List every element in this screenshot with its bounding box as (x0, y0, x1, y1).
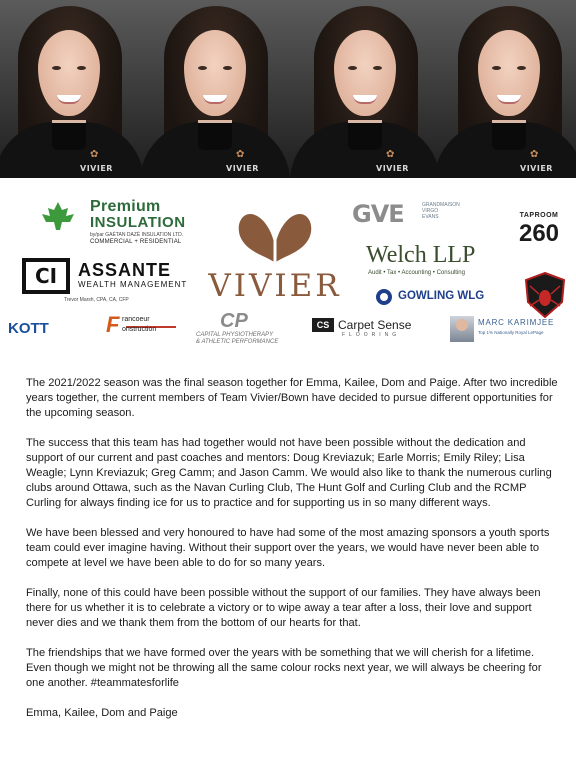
capital-line2: & ATHLETIC PERFORMANCE (196, 339, 279, 345)
francoeur-logo (106, 314, 178, 344)
jacket-text: VIVIER (226, 164, 259, 173)
team-photo (0, 0, 576, 178)
vivier-word: VIVIER (208, 268, 342, 304)
welch-logo (366, 242, 506, 278)
carpet-line2: FLOORING (342, 332, 401, 338)
butterfly-icon (236, 212, 314, 268)
premium-insulation-logo (36, 198, 196, 248)
gowling-line1: GOWLING WLG (398, 290, 485, 302)
vivier-logo (200, 212, 350, 304)
kott-line1: KOTT (8, 320, 49, 337)
player-photo-1: ✿ VIVIER (0, 0, 144, 178)
gve-name: EVANS (422, 214, 439, 220)
capital-line1: CAPITAL PHYSIOTHERAPY (196, 332, 274, 338)
letter-paragraph: The friendships that we have formed over the years with be something that we will cherish for a lifetime. Even though we might not be throwing all the same colour rocks next year, we will always be cheering for one another. #teammatesforlife (26, 647, 542, 689)
player-photo-3: ✿ VIVIER (290, 0, 440, 178)
gve-mark: GVE (352, 200, 404, 228)
premium-line3: by/par GAÉTAN DAZÉ INSULATION LTD. (90, 232, 184, 238)
spider-icon (524, 272, 566, 318)
premium-line1: Premium (90, 198, 161, 215)
karimjee-logo (450, 316, 574, 346)
ring-icon (376, 289, 392, 305)
spider-badge-logo (524, 272, 566, 318)
jacket-text: VIVIER (80, 164, 113, 173)
assante-logo (22, 256, 194, 308)
francoeur-line1: rancoeur (122, 316, 150, 323)
gve-name: GRANDMAISON (422, 202, 460, 208)
karim-line2: Top 1% Nationally Royal LePage (478, 330, 544, 335)
letter-paragraph: We have been blessed and very honoured to have had some of the most amazing sponsors a youth sports team could ever imagine having. Without their support over the years, we would have never been able to compete at level we have been able to do for so many years. (26, 527, 550, 569)
jacket-text: VIVIER (520, 164, 553, 173)
assante-line2: WEALTH MANAGEMENT (78, 280, 188, 289)
francoeur-mark: F (106, 312, 120, 337)
capital-physio-logo (196, 312, 292, 348)
maple-leaf-icon (36, 202, 80, 232)
farewell-letter (26, 376, 560, 736)
player-photo-2: ✿ VIVIER (140, 0, 290, 178)
taproom-line1: TAPROOM (519, 212, 559, 219)
gve-names (422, 202, 460, 220)
carpet-line1: Carpet Sense (338, 318, 412, 332)
letter-signature: Emma, Kailee, Dom and Paige (26, 707, 178, 719)
gve-logo (352, 200, 502, 228)
karim-line1: MARC KARIMJEE (478, 318, 555, 327)
kott-logo (8, 320, 78, 340)
portrait-icon (450, 316, 474, 342)
carpet-sense-logo (312, 318, 436, 340)
taproom-line2: 260 (518, 220, 560, 247)
capital-mark: CP (220, 310, 248, 332)
gve-name: VIRGO (422, 208, 439, 214)
cs-box: CS (312, 318, 334, 332)
jacket-text: VIVIER (376, 164, 409, 173)
premium-line4: COMMERCIAL + RESIDENTIAL (90, 239, 182, 245)
premium-line2: INSULATION (90, 214, 186, 231)
welch-line1: Welch LLP (366, 242, 476, 268)
letter-paragraph: The 2021/2022 season was the final season together for Emma, Kailee, Dom and Paige. After two incredible years together, the current members of Team Vivier/Bown have decided to pursue different opportunities for the upcoming season. (26, 377, 558, 419)
assante-line3: Trevor Marsh, CPA, CA, CFP (64, 297, 129, 303)
ci-box: CI (22, 258, 70, 294)
welch-line2: Audit • Tax • Accounting • Consulting (368, 270, 465, 276)
letter-paragraph: The success that this team has had together would not have been possible without the dedication and support of our current and past coaches and mentors: Doug Kreviazuk; Earle Morris; Emily Riley; Lisa Weagle; Lynn Kreviazuk; Greg Camm; and Jason Camm. We would also like to thank the numerous curling clubs around Ottawa, such as the Navan Curling Club, The Hunt Golf and Curling Club and the RCMP Curling for always finding ice for us to practice and for supporting us in so many different ways. (26, 437, 552, 509)
sponsor-logos (0, 178, 576, 350)
francoeur-line2: onstruction (122, 326, 157, 333)
assante-line1: ASSANTE (78, 260, 172, 280)
taproom-260-logo (510, 212, 568, 252)
gowling-logo (376, 288, 516, 306)
letter-paragraph: Finally, none of this could have been possible without the support of our families. They have always been there for us whether it is to celebrate a victory or to wipe away a tear after a loss, their love and support never dies and we thank them from the bottom of our hearts for that. (26, 587, 541, 629)
player-photo-4: ✿ VIVIER (434, 0, 576, 178)
